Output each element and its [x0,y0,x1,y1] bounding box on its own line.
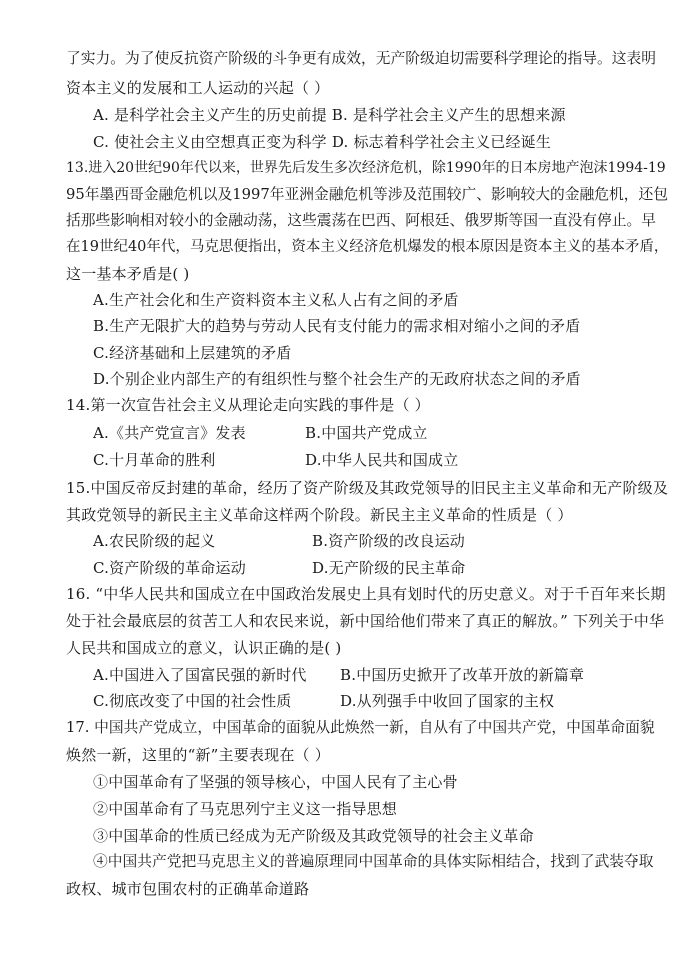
q13-option-c: C.经济基础和上层建筑的矛盾 [93,344,292,362]
q17-stem-line-2: 焕然一新，这里的“新”主要表现在（ ） [66,746,330,764]
q14-option-b: B.中国共产党成立 [305,424,428,442]
q13-stem-line-1: 13.进入20世纪90年代以来，世界先后发生多次经济危机，除1990年的日本房地产泡沫1994-19 [66,160,666,176]
q15-option-d: D.无产阶级的民主革命 [312,559,466,577]
q14-option-c: C.十月革命的胜利 [93,451,216,469]
q14-option-d: D.中华人民共和国成立 [305,451,459,469]
q13-stem-line-5: 这一基本矛盾是( ) [66,265,190,283]
q12-options-row-2: C. 使社会主义由空想真正变为科学 D. 标志着科学社会主义已经诞生 [93,133,552,151]
q15-stem-line-1: 15.中国反帝反封建的革命，经历了资产阶级及其政党领导的旧民主主义革命和无产阶级及 [66,479,669,497]
q13-stem-line-3: 括那些影响相对较小的金融动荡，这些震荡在巴西、阿根廷、俄罗斯等国一直没有停止。早 [66,212,656,229]
q17-item-4-line-1: ④中国共产党把马克思主义的普遍原理同中国革命的具体实际相结合，找到了武装夺取 [93,853,654,870]
q17-item-2: ②中国革命有了马克思列宁主义这一指导思想 [93,800,398,818]
q12-stem-line-1: 了实力。为了使反抗资产阶级的斗争更有成效，无产阶级迫切需要科学理论的指导。这表明 [66,50,656,67]
q12-stem-line-2: 资本主义的发展和工人运动的兴起（ ） [66,79,330,97]
q14-option-a: A.《共产党宣言》发表 [93,424,246,442]
q17-stem-line-1: 17. 中国共产党成立，中国革命的面貌从此焕然一新，自从有了中国共产党，中国革命面貌 [66,719,655,736]
q16-stem-line-2: 处于社会最底层的贫苦工人和农民来说，新中国给他们带来了真正的解放。” 下列关于中华 [66,612,665,630]
q13-option-b: B.生产无限扩大的趋势与劳动人民有支付能力的需求相对缩小之间的矛盾 [93,317,581,335]
q17-item-4-line-2: 政权、城市包围农村的正确革命道路 [66,880,310,898]
q13-option-d: D.个别企业内部生产的有组织性与整个社会生产的无政府状态之间的矛盾 [93,370,581,388]
q12-options-row-1: A. 是科学社会主义产生的历史前提 B. 是科学社会主义产生的思想来源 [93,106,566,124]
q14-stem: 14.第一次宣告社会主义从理论走向实践的事件是（ ） [66,396,430,414]
q15-option-c: C.资产阶级的革命运动 [93,559,246,577]
q15-stem-line-2: 其政党领导的新民主主义革命这样两个阶段。新民主主义革命的性质是（ ） [66,506,573,524]
q16-option-d: D.从列强手中收回了国家的主权 [340,692,555,710]
q16-stem-line-1: 16. “中华人民共和国成立在中国政治发展史上具有划时代的历史意义。对于千百年来长期 [66,585,666,603]
q13-stem-line-2: 95年墨西哥金融危机以及1997年亚洲金融危机等涉及范围较广、影响较大的金融危机，还包 [66,186,669,203]
q15-option-b: B.资产阶级的改良运动 [312,532,465,550]
q16-option-c: C.彻底改变了中国的社会性质 [93,692,292,710]
q17-item-1: ①中国革命有了坚强的领导核心，中国人民有了主心骨 [93,773,458,791]
q17-item-3: ③中国革命的性质已经成为无产阶级及其政党领导的社会主义革命 [93,827,534,845]
q13-option-a: A.生产社会化和生产资料资本主义私人占有之间的矛盾 [93,291,459,309]
q15-option-a: A.农民阶级的起义 [93,532,216,550]
q16-stem-line-3: 人民共和国成立的意义，认识正确的是( ) [66,639,342,657]
q16-option-b: B.中国历史掀开了改革开放的新篇章 [340,666,585,684]
q13-stem-line-4: 在19世纪40年代，马克思便指出，资本主义经济危机爆发的根本原因是资本主义的基本矛盾， [66,239,669,255]
q16-option-a: A.中国进入了国富民强的新时代 [93,666,307,684]
